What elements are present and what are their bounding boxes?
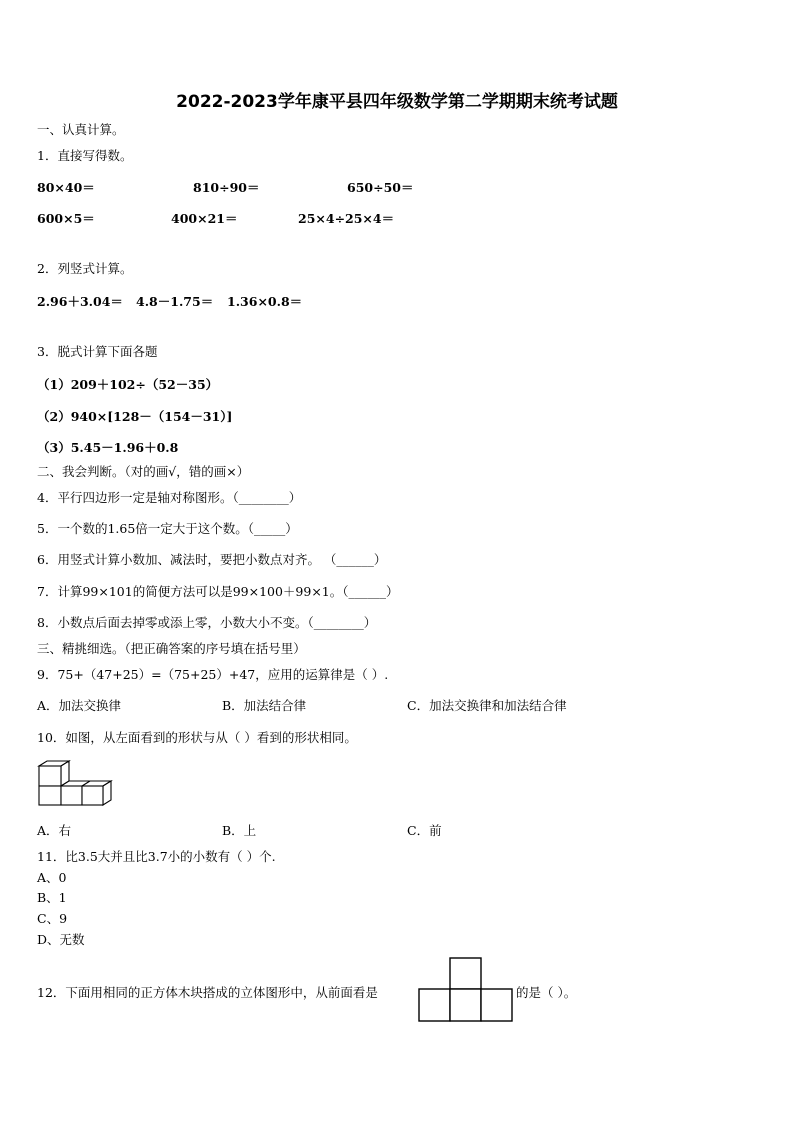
q2-item-2: 4.8－1.75＝ bbox=[136, 294, 214, 309]
q9-option-b: B．加法结合律 bbox=[222, 698, 307, 713]
q10-option-c: C．前 bbox=[407, 823, 442, 838]
q2-item-1: 2.96＋3.04＝ bbox=[37, 294, 123, 309]
q12-front-view-figure bbox=[418, 957, 514, 1023]
q11-option-d: D、无数 bbox=[37, 932, 85, 947]
q11-option-b: B、1 bbox=[37, 890, 67, 905]
q4-text: 4．平行四边形一定是轴对称图形。（________） bbox=[37, 490, 302, 505]
q9-option-a: A．加法交换律 bbox=[37, 698, 122, 713]
q11-option-c: C、9 bbox=[37, 911, 68, 926]
section-3-heading: 三、精挑细选。（把正确答案的序号填在括号里） bbox=[37, 641, 306, 656]
q1-item-4: 600×5＝ bbox=[37, 211, 95, 226]
q5-text: 5．一个数的1.65倍一定大于这个数。（_____） bbox=[37, 521, 298, 536]
q8-text: 8．小数点后面去掉零或添上零，小数大小不变。（________） bbox=[37, 615, 377, 630]
q1-item-5: 400×21＝ bbox=[171, 211, 238, 226]
section-1-heading: 一、认真计算。 bbox=[37, 122, 125, 137]
q9-option-c: C．加法交换律和加法结合律 bbox=[407, 698, 567, 713]
page-title: 2022-2023学年康平县四年级数学第二学期期末统考试题 bbox=[176, 92, 618, 112]
q1-item-3: 650÷50＝ bbox=[347, 180, 414, 195]
q3-item-3: （3）5.45－1.96＋0.8 bbox=[37, 440, 179, 455]
q6-text: 6．用竖式计算小数加、减法时，要把小数点对齐。 （______） bbox=[37, 552, 387, 567]
q2-item-3: 1.36×0.8＝ bbox=[227, 294, 303, 309]
q10-option-a: A．右 bbox=[37, 823, 72, 838]
q10-cube-figure bbox=[38, 760, 112, 806]
q11-text: 11．比3.5大并且比3.7小的小数有（ ）个. bbox=[37, 849, 276, 864]
q12-text-before: 12．下面用相同的正方体木块搭成的立体图形中，从前面看是 bbox=[37, 985, 378, 1000]
q1-item-6: 25×4÷25×4＝ bbox=[298, 211, 395, 226]
q1-item-1: 80×40＝ bbox=[37, 180, 95, 195]
q3-item-1: （1）209＋102÷（52－35） bbox=[37, 377, 219, 392]
section-2-heading: 二、我会判断。（对的画√，错的画×） bbox=[37, 464, 250, 479]
q7-text: 7．计算99×101的简便方法可以是99×100＋99×1。（______） bbox=[37, 584, 399, 599]
q3-item-2: （2）940×[128－（154－31）] bbox=[37, 409, 233, 424]
q10-option-b: B．上 bbox=[222, 823, 257, 838]
q1-item-2: 810÷90＝ bbox=[193, 180, 260, 195]
q9-text: 9．75+（47+25）=（75+25）+47，应用的运算律是（ ）. bbox=[37, 667, 389, 682]
q12-text-after: 的是（ ）。 bbox=[516, 985, 577, 1000]
q1-label: 1．直接写得数。 bbox=[37, 148, 133, 163]
q10-text: 10．如图，从左面看到的形状与从（ ）看到的形状相同。 bbox=[37, 730, 357, 745]
q2-label: 2．列竖式计算。 bbox=[37, 261, 133, 276]
q11-option-a: A、0 bbox=[37, 870, 67, 885]
q3-label: 3．脱式计算下面各题 bbox=[37, 344, 158, 359]
